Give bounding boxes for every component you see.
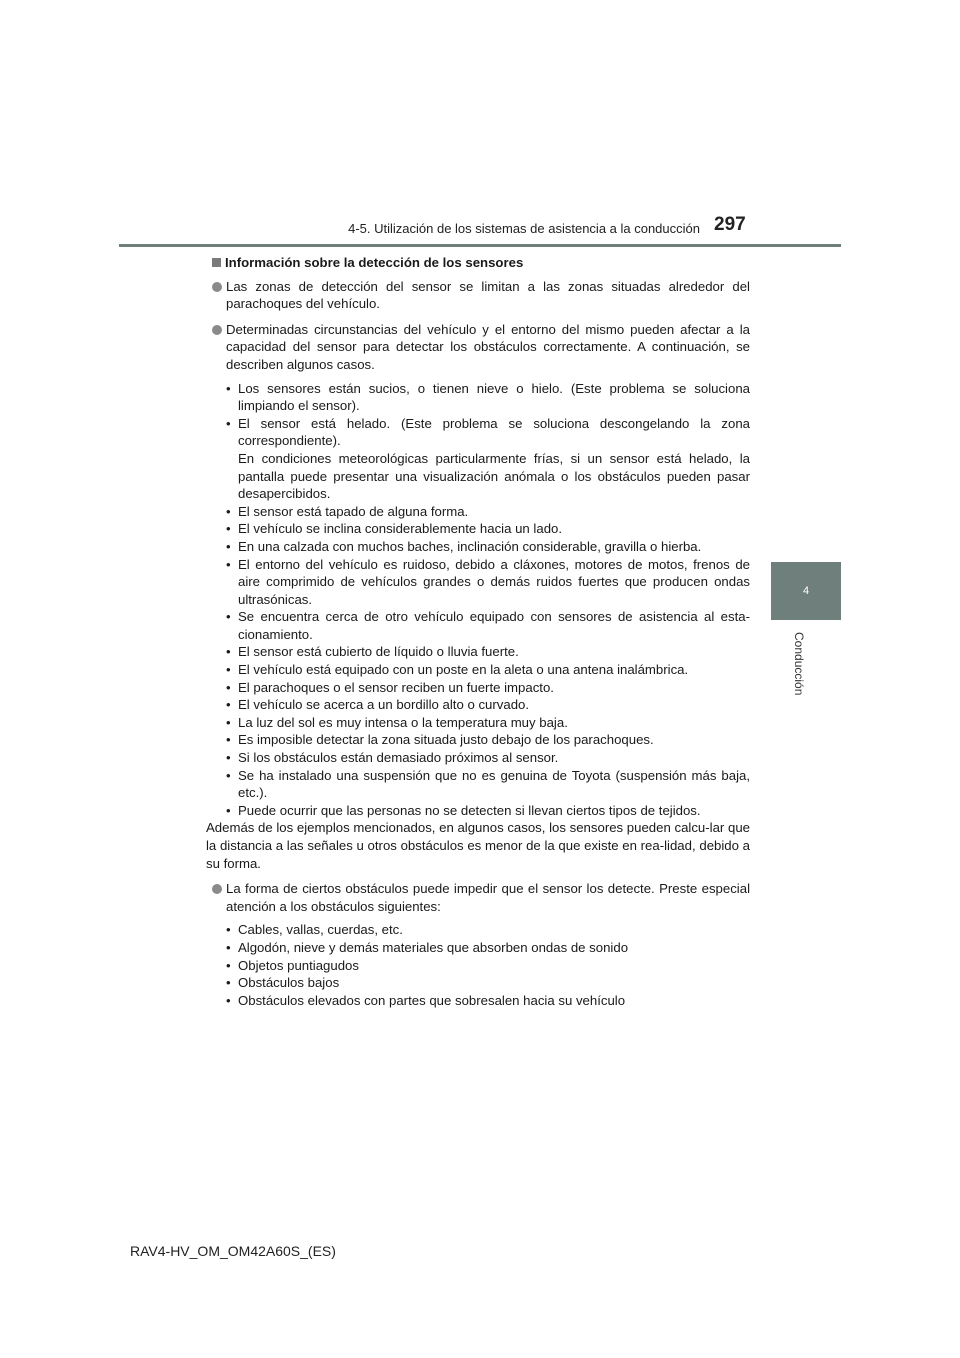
circle-bullet-icon xyxy=(212,325,222,335)
list-item-subnote: En condiciones meteorológicas particularmente frías, si un sensor está helado, la pantalla puede presentar una visualización anómala o los obstáculos pueden pasar desapercibidos. xyxy=(238,450,750,502)
list-item: • Si los obstáculos están demasiado próximos al sensor. xyxy=(226,749,750,767)
main-content xyxy=(206,254,750,1009)
list-item: • Obstáculos bajos xyxy=(226,974,750,992)
square-bullet-icon xyxy=(212,258,221,267)
list-item: • Es imposible detectar la zona situada justo debajo de los parachoques. xyxy=(226,731,750,749)
chapter-tab-number: 4 xyxy=(802,585,810,597)
chapter-side-label: Conducción xyxy=(792,632,806,696)
list-item: • El parachoques o el sensor reciben un fuerte impacto. xyxy=(226,679,750,697)
paragraph-text: Las zonas de detección del sensor se limitan a las zonas situadas alrededor del parachoques del vehículo. xyxy=(226,278,750,312)
list-item: • El entorno del vehículo es ruidoso, debido a cláxones, motores de motos, frenos de aire comprimido de vehículos grandes o demás ruidos fuertes que producen ondas ultrasónicas. xyxy=(226,556,750,609)
conditions-list xyxy=(226,380,750,820)
paragraph-detection-zones xyxy=(212,278,750,313)
list-item: • El vehículo se inclina considerablemente hacia un lado. xyxy=(226,520,750,538)
header-title: 4-5. Utilización de los sistemas de asistencia a la conducción xyxy=(348,221,700,236)
chapter-tab xyxy=(771,562,841,620)
circle-bullet-icon xyxy=(212,884,222,894)
circle-bullet-icon xyxy=(212,282,222,292)
list-item: • Puede ocurrir que las personas no se detecten si llevan ciertos tipos de tejidos. xyxy=(226,802,750,820)
list-item: • El sensor está tapado de alguna forma. xyxy=(226,503,750,521)
header-rule xyxy=(119,244,841,247)
list-item: • Objetos puntiagudos xyxy=(226,957,750,975)
list-item: • Algodón, nieve y demás materiales que absorben ondas de sonido xyxy=(226,939,750,957)
page-number: 297 xyxy=(714,214,746,235)
list-item: • Cables, vallas, cuerdas, etc. xyxy=(226,921,750,939)
list-item: • En una calzada con muchos baches, inclinación considerable, gravilla o hierba. xyxy=(226,538,750,556)
list-item: • El vehículo está equipado con un poste en la aleta o una antena inalámbrica. xyxy=(226,661,750,679)
list-item: • El vehículo se acerca a un bordillo alto o curvado. xyxy=(226,696,750,714)
section-heading-text: Información sobre la detección de los sensores xyxy=(225,255,524,270)
footer-doc-code: RAV4-HV_OM_OM42A60S_(ES) xyxy=(130,1243,336,1259)
section-heading xyxy=(212,254,750,272)
paragraph-shape-note: Además de los ejemplos mencionados, en algunos casos, los sensores pueden calcu-lar que la distancia a las señales u otros obstáculos es menor de la que existe en rea-lidad, debido a su forma. xyxy=(206,820,750,871)
paragraph-text: La forma de ciertos obstáculos puede impedir que el sensor los detecte. Preste especial atención a los obstáculos siguientes: xyxy=(226,881,750,914)
list-item: • El sensor está cubierto de líquido o lluvia fuerte. xyxy=(226,643,750,661)
paragraph-conditions xyxy=(212,321,750,374)
list-item: • Obstáculos elevados con partes que sobresalen hacia su vehículo xyxy=(226,992,750,1010)
paragraph-obstacle-shape xyxy=(212,880,750,915)
obstacles-list xyxy=(226,921,750,1009)
list-item xyxy=(226,415,750,503)
list-item: • Los sensores están sucios, o tienen nieve o hielo. (Este problema se soluciona limpiando el sensor). xyxy=(226,380,750,415)
list-item: • La luz del sol es muy intensa o la temperatura muy baja. xyxy=(226,714,750,732)
paragraph-text: Determinadas circunstancias del vehículo y el entorno del mismo pueden afectar a la capacidad del sensor para detectar los obstáculos correctamente. A continuación, se describen algunos casos. xyxy=(226,321,750,372)
list-item: • Se ha instalado una suspensión que no es genuina de Toyota (suspensión más baja, etc.). xyxy=(226,767,750,802)
list-item-text: El sensor está helado. (Este problema se soluciona descongelando la zona correspondiente). xyxy=(238,415,750,449)
list-item: • Se encuentra cerca de otro vehículo equipado con sensores de asistencia al esta-cionamiento. xyxy=(226,608,750,643)
